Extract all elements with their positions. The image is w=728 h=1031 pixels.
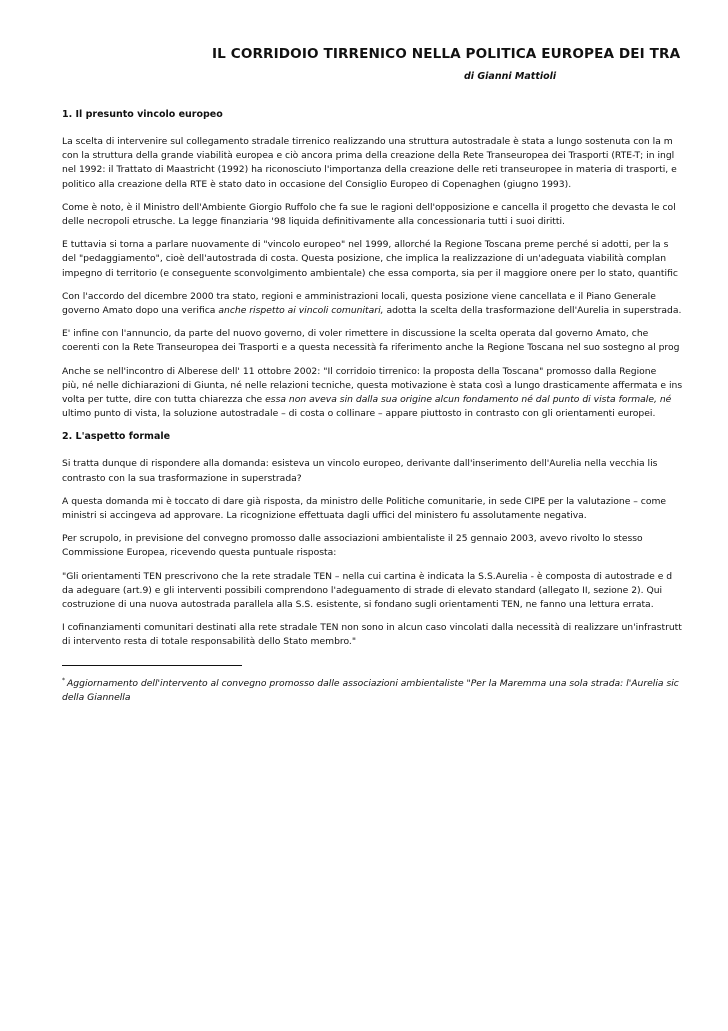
paragraph [62,495,728,523]
text-line: contrasto con la sua trasformazione in superstrada? [62,472,302,484]
text-line: con la struttura della grande viabilità europea e ciò ancora prima della creazione della Rete Transeuropea dei Trasporti (RTE-T; in ingl [62,150,675,162]
quote-paragraph [62,570,728,613]
paragraph [62,201,728,229]
footnote-divider [62,665,242,666]
text-line: La scelta di intervenire sul collegamento stradale tirrenico realizzando una struttura autostradale è stata a lungo sostenuta con la m [62,136,673,147]
text-line: politico alla creazione della RTE è stato dato in occasione del Consiglio Europeo di Copenaghen (giugno 1993). [62,178,572,190]
text-line: I cofinanziamenti comunitari destinati alla rete stradale TEN non sono in alcun caso vincolati dalla necessità di realizzare un'infrastrutt [62,622,682,634]
text-line: ultimo punto di vista, la soluzione autostradale – di costa o collinare – appare piuttosto in contrasto con gli orientamenti europei. [62,408,656,420]
document-author: di Gianni Mattioli [464,71,557,82]
text-line: E tuttavia si torna a parlare nuovamente di "vincolo europeo" nel 1999, allorché la Regione Toscana preme perché si adotti, per la s [62,239,669,251]
text-line: delle necropoli etrusche. La legge finanziaria '98 liquida definitivamente alla concessionaria tutti i suoi diritti. [62,216,565,228]
emphasis-text: essa non aveva sin dalla sua origine alcun fondamento né dal punto di vista formale, né [265,394,672,406]
text-line [62,304,728,318]
text-line: A questa domanda mi è toccato di dare già risposta, da ministro delle Politiche comunitarie, in sede CIPE per la valutazione – come [62,495,667,507]
text-line: E' infine con l'annuncio, da parte del nuovo governo, di voler rimettere in discussione la scelta operata dal governo Amato, che [62,328,649,340]
text-line: Anche se nell'incontro di Alberese dell' 11 ottobre 2002: "Il corridoio tirrenico: la proposta della Toscana" promosso dalla Regione [62,365,657,377]
paragraph [62,457,728,485]
text-segment: volta per tutte, dire con tutta chiarezza che [62,394,266,406]
text-line: più, né nelle dichiarazioni di Giunta, né nelle relazioni tecniche, questa motivazione è stata così a lungo drasticamente affermata e ins [62,379,683,391]
document-body [62,108,728,705]
paragraph [62,135,728,192]
text-line: nel 1992: il Trattato di Maastricht (1992) ha riconosciuto l'importanza della creazione delle reti transeuropee in materia di trasporti, e [62,164,677,176]
footnote [62,674,728,705]
text-line: Come è noto, è il Ministro dell'Ambiente Giorgio Ruffolo che fa sue le ragioni dell'opposizione e cancella il progetto che devasta le col [62,201,676,213]
text-line: da adeguare (art.9) e gli interventi possibili comprendono l'adeguamento di strade di elevato standard (allegato II, sezione 2). Qui [62,584,663,596]
footnote-marker: * [62,676,65,684]
section-heading: 1. Il presunto vincolo europeo [62,109,223,120]
text-line: Per scrupolo, in previsione del convegno promosso dalle associazioni ambientaliste il 25 gennaio 2003, avevo rivolto lo stesso [62,533,643,545]
text-segment: governo Amato dopo una verifica [62,305,219,317]
section-heading: 2. L'aspetto formale [62,431,171,443]
paragraph [62,532,728,560]
paragraph [62,238,728,281]
text-line: costruzione di una nuova autostrada parallela alla S.S. esistente, si fondano sugli orientamenti TEN, ne fanno una lettura errata. [62,599,654,611]
text-line [62,393,728,407]
body-clip [62,0,728,1031]
quote-paragraph [62,621,728,649]
text-line: della Giannella [62,691,131,703]
text-line: del "pedaggiamento", cioè dell'autostrada di costa. Questa posizione, che implica la realizzazione di un'adeguata viabilità complan [62,253,667,265]
text-line: impegno di territorio (e conseguente sconvolgimento ambientale) che essa comporta, sia per il maggiore onere per lo stato, quantific [62,267,678,279]
text-line: Si tratta dunque di rispondere alla domanda: esisteva un vincolo europeo, derivante dall'inserimento dell'Aurelia nella vecchia lis [62,458,658,470]
paragraph [62,327,728,355]
text-line [62,674,728,691]
paragraph [62,365,728,422]
text-line: ministri si accingeva ad approvare. La ricognizione effettuata dagli uffici del ministero fu assolutamente negativa. [62,510,587,522]
text-segment: adotta la scelta della trasformazione dell'Aurelia in superstrada. [383,305,682,317]
text-line: di intervento resta di totale responsabilità dello Stato membro." [62,636,357,648]
footnote-text: Aggiornamento dell'intervento al convegno promosso dalle associazioni ambientaliste "Per la Maremma una sola strada: l'Aurelia sic [67,677,679,689]
text-line: coerenti con la Rete Transeuropea dei Trasporti e a questa necessità fa riferimento anche la Regione Toscana nel suo sostegno al prog [62,342,680,354]
paragraph [62,290,728,318]
text-line: Commissione Europea, ricevendo questa puntuale risposta: [62,547,337,559]
emphasis-text: anche rispetto ai vincoli comunitari, [218,305,384,317]
text-line: "Gli orientamenti TEN prescrivono che la rete stradale TEN – nella cui cartina è indicata la S.S.Aurelia - è composta di autostrade e d [62,570,673,582]
document-title: IL CORRIDOIO TIRRENICO NELLA POLITICA EUROPEA DEI TRA [212,46,681,62]
text-line: Con l'accordo del dicembre 2000 tra stato, regioni e amministrazioni locali, questa posizione viene cancellata e il Piano Generale [62,290,656,302]
